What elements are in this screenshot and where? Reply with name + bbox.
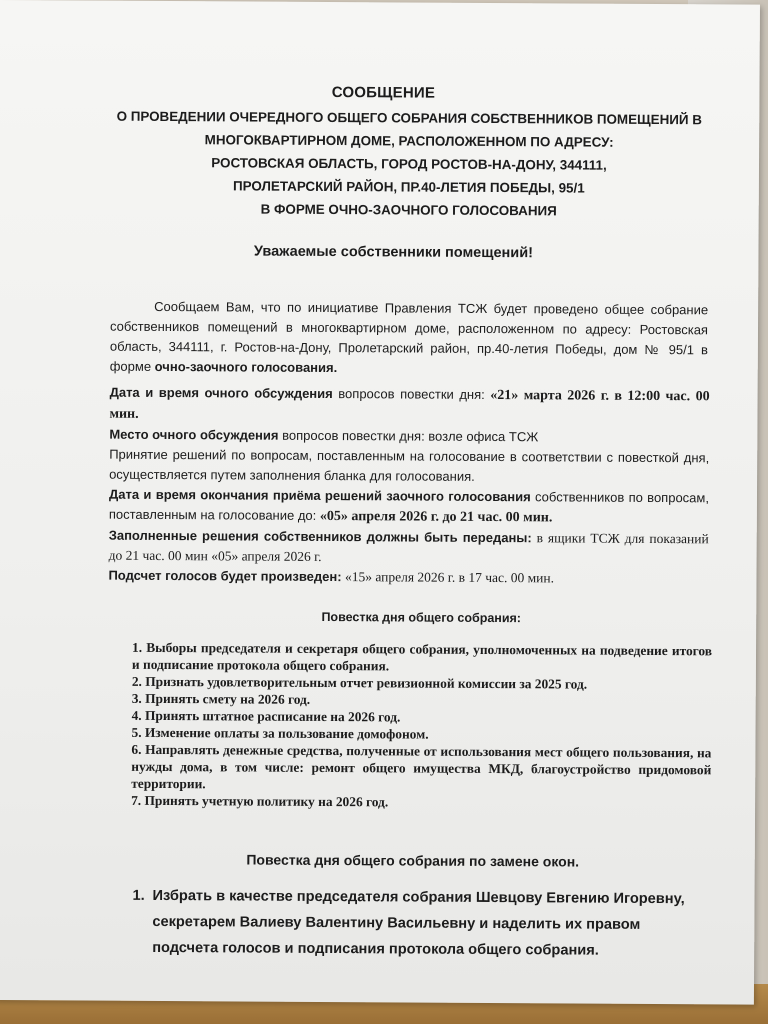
greeting: Уважаемые собственники помещений! <box>253 243 534 262</box>
agenda-item: 2. Признать удовлетворительным отчет ревизионной комиссии за 2025 год. <box>131 673 588 692</box>
windows-item-text: Избрать в качестве председателя собрания Шевцову Евгению Игоревну, секретарем Валиеву Валентину Васильевну и наделить их правом подсчета голосов и подписания протокола общего собрания. <box>152 887 685 959</box>
place-text: вопросов повестки дня: возле офиса ТСЖ <box>278 427 539 445</box>
datetime-label: Дата и время очного обсуждения <box>109 384 333 402</box>
datetime-mid: вопросов повестки дня: <box>332 386 491 403</box>
vote-count-info <box>108 566 708 590</box>
submission-info <box>109 526 709 570</box>
intro-text: Сообщаем Вам, что по инициативе Правления ТСЖ будет проведено общее собрание собственников помещений в многоквартирном доме, расположенном по адресу: Ростовская область, 344111, г. Ростов-на-Дону, Пролетарский район, пр.40-летия Победы, дом № 95/1 в форме <box>109 298 709 374</box>
agenda-item: 7. Принять учетную политику на 2026 год. <box>131 792 389 810</box>
agenda-item: 4. Принять штатное расписание на 2026 год. <box>131 707 401 725</box>
windows-agenda-item <box>132 883 692 964</box>
intro-paragraph <box>110 297 708 381</box>
agenda-item: 3. Принять смету на 2026 год. <box>131 690 311 707</box>
count-value: «15» апреля 2026 г. в 17 час. 00 мин. <box>341 569 555 586</box>
agenda-title: Повестка дня общего собрания: <box>321 609 522 626</box>
meeting-datetime <box>109 383 709 429</box>
intro-voting-form: очно-заочного голосования. <box>154 358 338 376</box>
windows-item-number: 1. <box>132 887 145 904</box>
count-label: Подсчет голосов будет произведен: <box>108 567 342 585</box>
title-line: В ФОРМЕ ОЧНО-ЗАОЧНОГО ГОЛОСОВАНИЯ <box>260 201 557 219</box>
meeting-details <box>108 383 709 590</box>
decisions-text: Принятие решений по вопросам, поставленным на голосование в соответствии с повесткой дня, осуществляется путем заполнения бланка для голосования. <box>109 446 710 484</box>
agenda-item: 5. Изменение оплаты за пользование домофоном. <box>131 724 429 742</box>
submit-label: Заполненные решения собственников должны быть переданы: <box>108 527 532 546</box>
deadline-label: Дата и время окончания приёма решений заочного голосования <box>108 486 531 505</box>
agenda-list <box>131 639 712 813</box>
title-line: РОСТОВСКАЯ ОБЛАСТЬ, ГОРОД РОСТОВ-НА-ДОНУ, 344111, <box>211 155 607 173</box>
voting-deadline <box>109 485 709 530</box>
agenda-item: 1. Выборы председателя и секретаря общего собрания, уполномоченных на подведение итогов и подписание протокола общего собрания. <box>131 639 713 674</box>
datetime-value: «21» марта 2026 г. в 12:00 час. 00 мин. <box>109 388 710 422</box>
title-line: МНОГОКВАРТИРНОМ ДОМЕ, РАСПОЛОЖЕННОМ ПО АДРЕСУ: <box>204 132 614 150</box>
agenda-item: 6. Направлять денежные средства, полученные от использования мест общего пользования, на нужды дома, в том числе: ремонт общего имущества МКД, благоустройство придомовой территории. <box>131 741 712 792</box>
title-line: О ПРОВЕДЕНИИ ОЧЕРЕДНОГО ОБЩЕГО СОБРАНИЯ СОБСТВЕННИКОВ ПОМЕЩЕНИЙ В <box>116 108 702 128</box>
deadline-mid: собственников по вопросам, поставленным на голосование до: <box>108 489 710 523</box>
deadline-value: «05» апреля 2026 г. до 21 час. 00 мин. <box>319 508 553 526</box>
place-label: Место очного обсуждения <box>109 426 279 443</box>
windows-agenda-list <box>132 883 692 964</box>
title-line: ПРОЛЕТАРСКИЙ РАЙОН, ПР.40-ЛЕТИЯ ПОБЕДЫ, 95/1 <box>233 178 585 196</box>
submit-text: в ящики ТСЖ для показаний до 21 час. 00 мин «05» апреля 2026 г. <box>108 530 709 564</box>
title-block <box>109 105 710 224</box>
page-title: СООБЩЕНИЕ <box>331 84 436 102</box>
windows-agenda-title: Повестка дня общего собрания по замене окон. <box>246 851 580 870</box>
